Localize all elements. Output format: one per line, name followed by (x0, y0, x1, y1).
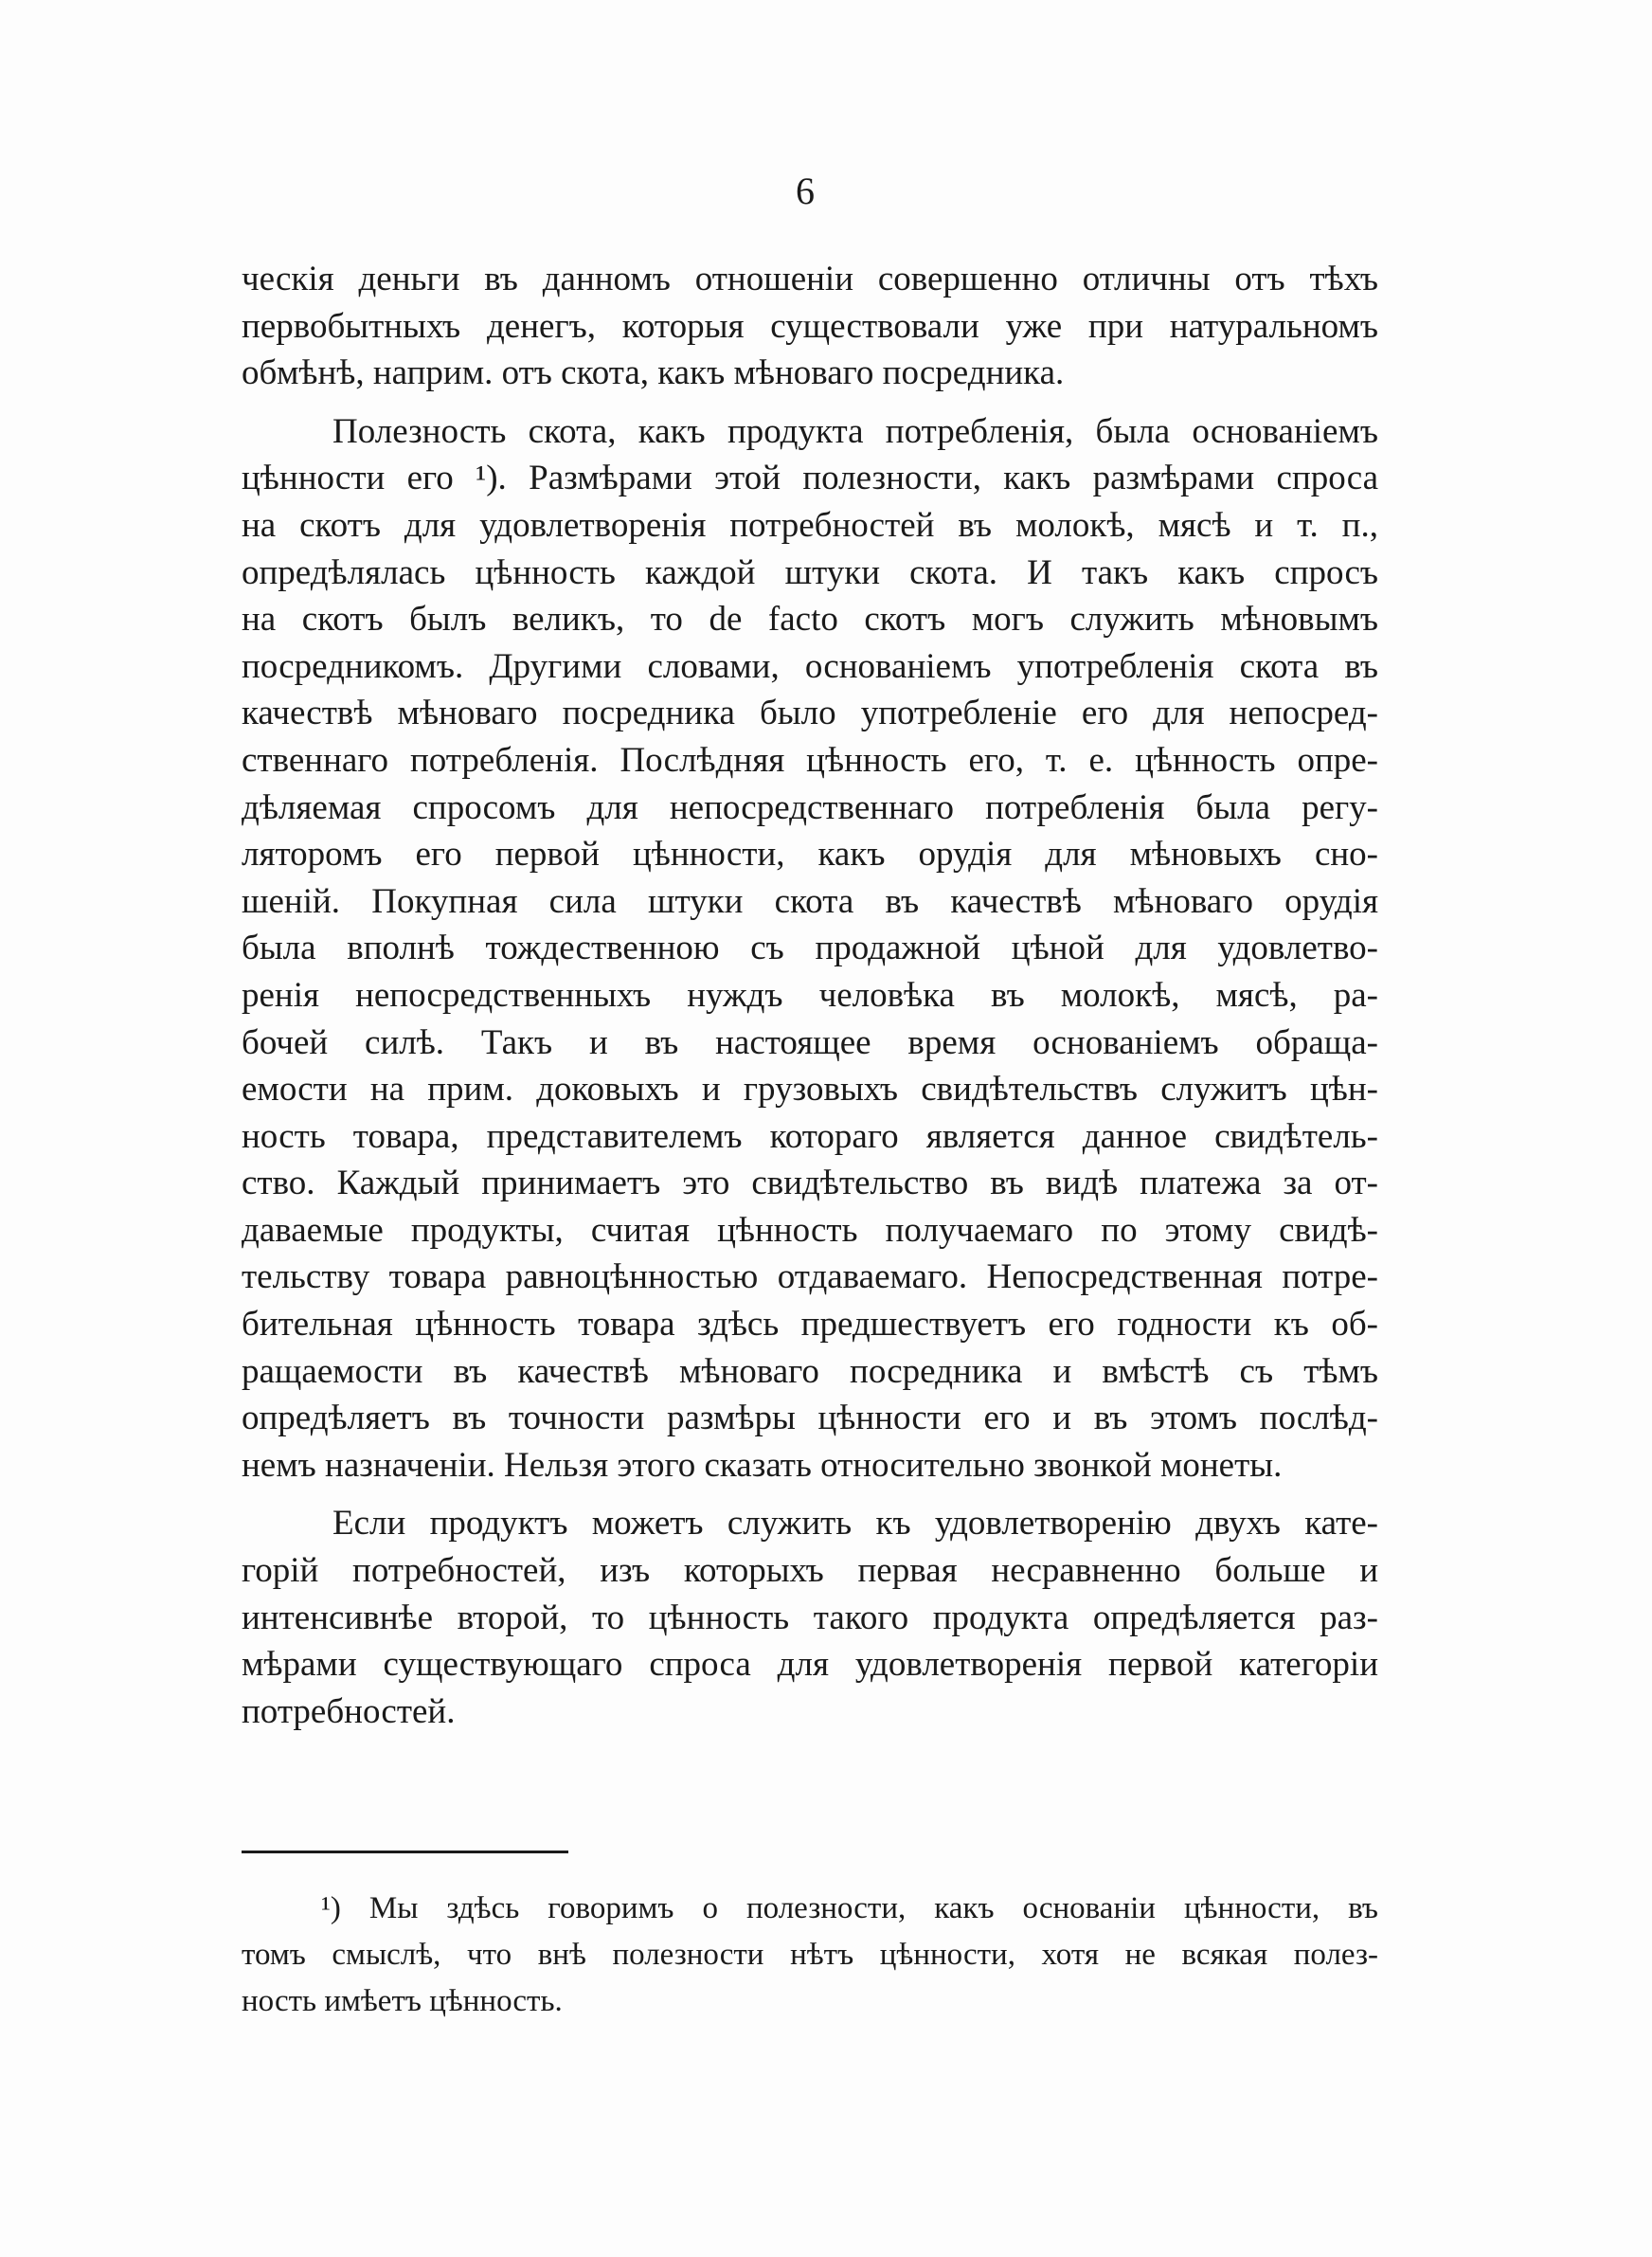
text-line: была вполнѣ тождественною съ продажной цѣной для удовлетво- (242, 929, 1378, 968)
text-line: обмѣнѣ, наприм. отъ скота, какъ мѣноваго посредника. (242, 353, 1065, 393)
text-line: интенсивнѣе второй, то цѣнность такого продукта опредѣляется раз- (242, 1598, 1378, 1637)
text-line: мѣрами существующаго спроса для удовлетворенія первой категоріи (242, 1645, 1378, 1685)
text-line: горій потребностей, изъ которыхъ первая несравненно больше и (242, 1551, 1378, 1591)
text-line: опредѣляетъ въ точности размѣры цѣнности его и въ этомъ послѣд- (242, 1399, 1378, 1438)
footnote-line: ¹) Мы здѣсь говоримъ о полезности, какъ основаніи цѣнности, въ (321, 1891, 1378, 1925)
text-line: бительная цѣнность товара здѣсь предшествуетъ его годности къ об- (242, 1305, 1378, 1345)
text-line: немъ назначеніи. Нельзя этого сказать относительно звонкой монеты. (242, 1445, 1283, 1485)
text-line: первобытныхъ денегъ, которыя существовали уже при натуральномъ (242, 306, 1378, 346)
text-line: даваемые продукты, считая цѣнность получаемаго по этому свидѣ- (242, 1210, 1378, 1250)
text-line: на скотъ для удовлетворенія потребностей въ молокѣ, мясѣ и т. п., (242, 505, 1378, 545)
text-line: качествѣ мѣноваго посредника было употребленіе его для непосред- (242, 694, 1378, 733)
text-line: дѣляемая спросомъ для непосредственнаго потребленія была регу- (242, 787, 1378, 827)
text-line: ренія непосредственныхъ нуждъ человѣка въ молокѣ, мясѣ, ра- (242, 975, 1378, 1015)
text-line: ращаемости въ качествѣ мѣноваго посредника и вмѣстѣ съ тѣмъ (242, 1351, 1378, 1391)
text-line: опредѣлялась цѣнность каждой штуки скота. И такъ какъ спросъ (242, 552, 1378, 592)
footnote-line: ность имѣетъ цѣнность. (242, 1984, 563, 2018)
text-line: Если продуктъ можетъ служить къ удовлетворенію двухъ кате- (332, 1504, 1378, 1544)
text-line: ность товара, представителемъ котораго является данное свидѣтель- (242, 1116, 1378, 1156)
text-line: бочей силѣ. Такъ и въ настоящее время основаніемъ обраща- (242, 1022, 1378, 1062)
footnote-line: томъ смыслѣ, что внѣ полезности нѣтъ цѣнности, хотя не всякая полез- (242, 1938, 1378, 1972)
text-line: ческія деньги въ данномъ отношеніи совершенно отличны отъ тѣхъ (242, 260, 1378, 298)
page-number: 6 (796, 170, 815, 212)
text-line: потребностей. (242, 1691, 456, 1731)
footnote-divider (242, 1851, 568, 1853)
text-line: емости на прим. доковыхъ и грузовыхъ свидѣтельствъ служитъ цѣн- (242, 1070, 1378, 1110)
text-line: на скотъ былъ великъ, то de facto скотъ могъ служить мѣновымъ (242, 600, 1378, 640)
footnote (242, 1886, 1378, 2025)
paragraph-1 (242, 256, 1378, 397)
paragraph-3 (242, 1500, 1378, 1735)
text-line: ство. Каждый принимаетъ это свидѣтельство въ видѣ платежа за от- (242, 1164, 1378, 1203)
text-line: цѣнности его ¹). Размѣрами этой полезности, какъ размѣрами спроса (242, 459, 1378, 498)
paragraph-2 (242, 408, 1378, 1490)
body-text (242, 256, 1378, 1742)
text-line: ляторомъ его первой цѣнности, какъ орудія для мѣновыхъ сно- (242, 835, 1378, 875)
text-line: ственнаго потребленія. Послѣдняя цѣнность его, т. е. цѣнность опре- (242, 740, 1378, 780)
text-line: шеній. Покупная сила штуки скота въ качествѣ мѣноваго орудія (242, 881, 1378, 921)
text-line: Полезность скота, какъ продукта потребленія, была основаніемъ (332, 411, 1378, 451)
text-line: тельству товара равноцѣнностью отдаваемаго. Непосредственная потре- (242, 1257, 1378, 1297)
text-line: посредникомъ. Другими словами, основаніемъ употребленія скота въ (242, 646, 1378, 686)
